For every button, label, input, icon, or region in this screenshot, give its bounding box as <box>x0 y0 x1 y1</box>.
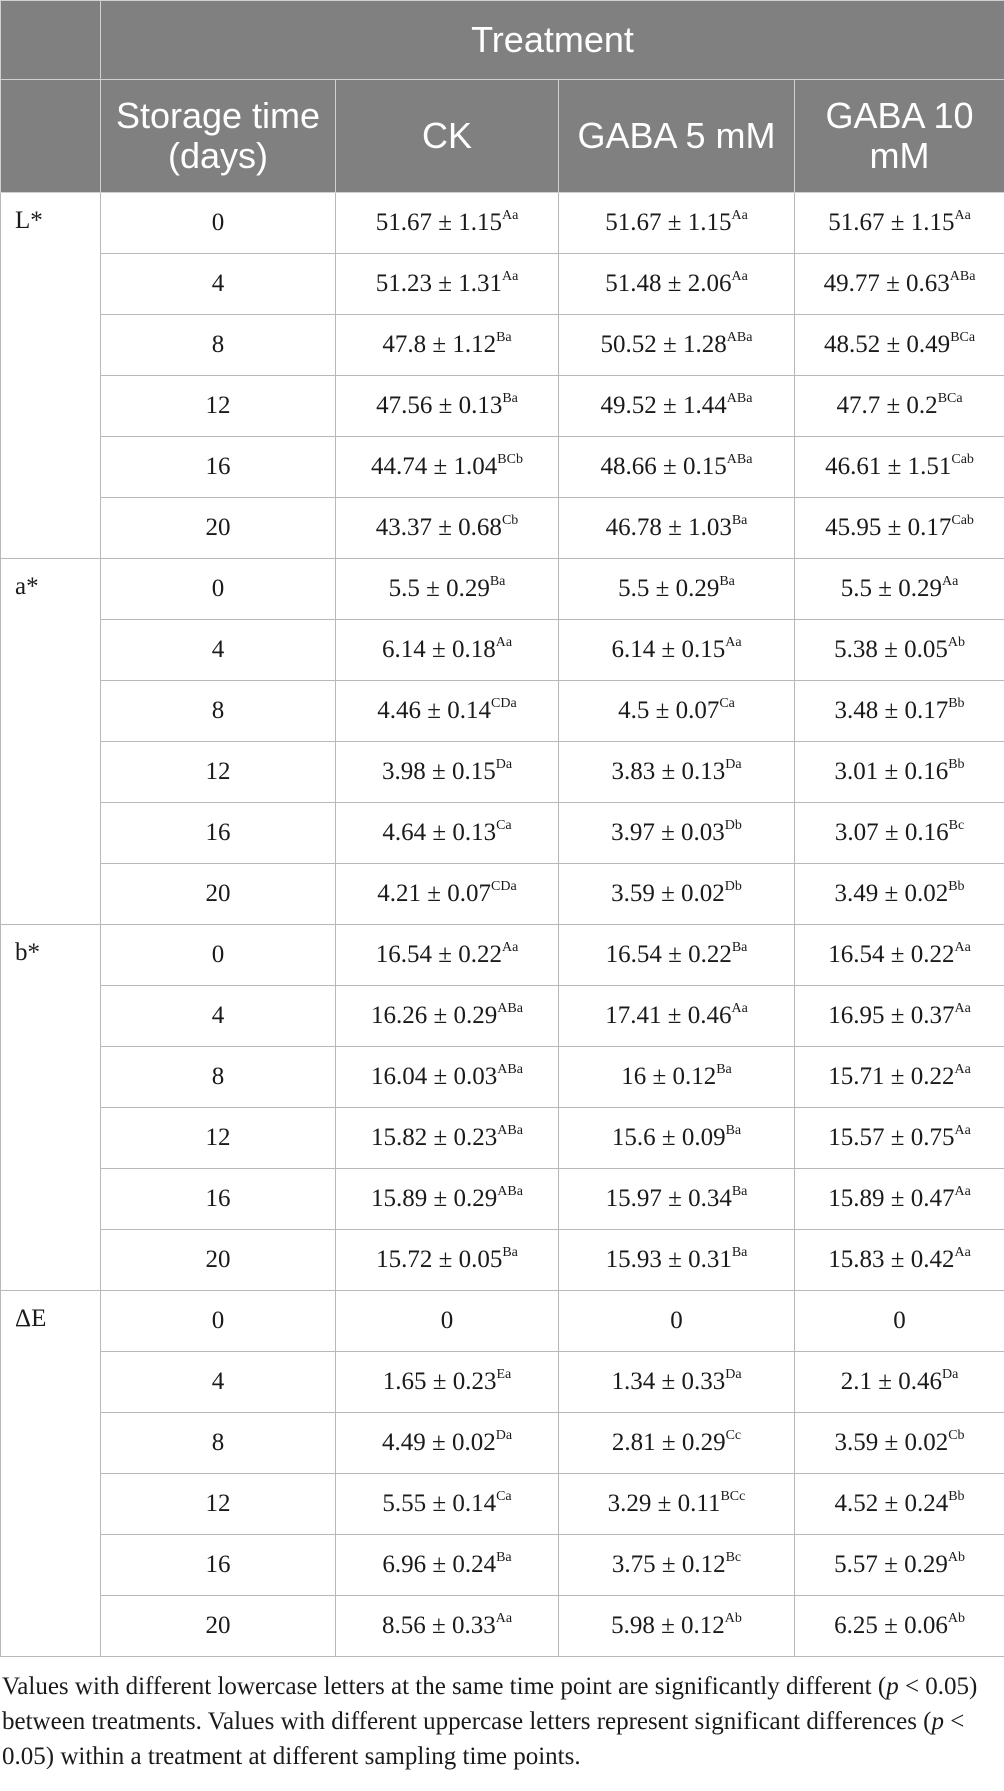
parameter-label: a* <box>1 559 101 925</box>
value-cell <box>795 1291 1004 1352</box>
significance-letters: Ba <box>731 939 748 955</box>
value-text: 2.81 ± 0.29 <box>611 1429 726 1456</box>
value-cell <box>559 1230 795 1291</box>
value-cell <box>336 803 559 864</box>
storage-day-cell: 0 <box>101 193 336 254</box>
value-cell <box>559 376 795 437</box>
value-cell <box>559 1596 795 1657</box>
value-text: 6.14 ± 0.18 <box>381 636 496 663</box>
significance-letters: ABa <box>497 1061 523 1077</box>
value-cell <box>336 498 559 559</box>
parameter-group <box>1 925 1004 1291</box>
significance-letters: Ab <box>947 634 965 650</box>
significance-letters: ABa <box>949 268 976 284</box>
footnote-part2: < 0.05) between treatments. Values with different uppercase letters represent significant differences ( <box>2 1673 978 1735</box>
value-cell <box>559 864 795 925</box>
value-text: 2.1 ± 0.46 <box>840 1368 942 1395</box>
value-text: 15.82 ± 0.23 <box>371 1124 498 1151</box>
table-row <box>1 803 1004 864</box>
significance-letters: ABa <box>497 1122 523 1138</box>
value-cell <box>795 1230 1004 1291</box>
storage-time-header: Storage time (days) <box>101 80 336 193</box>
significance-letters: Ba <box>496 1549 512 1565</box>
value-cell <box>336 1108 559 1169</box>
significance-letters: Aa <box>501 939 519 955</box>
value-text: 4.49 ± 0.02 <box>381 1429 496 1456</box>
table-row <box>1 620 1004 681</box>
significance-letters: Aa <box>501 207 519 223</box>
value-cell <box>336 742 559 803</box>
table-row <box>1 1352 1004 1413</box>
parameter-label: ΔE <box>1 1291 101 1657</box>
significance-letters: Cab <box>951 451 974 467</box>
parameter-group <box>1 559 1004 925</box>
value-text: 45.95 ± 0.17 <box>825 514 952 541</box>
significance-letters: Ca <box>496 1488 512 1504</box>
value-text: 5.5 ± 0.29 <box>840 575 942 602</box>
value-cell <box>559 1535 795 1596</box>
value-text: 6.96 ± 0.24 <box>382 1551 497 1578</box>
table-row <box>1 376 1004 437</box>
header-blank-cell <box>1 1 101 80</box>
table-row <box>1 681 1004 742</box>
storage-day-cell: 16 <box>101 1535 336 1596</box>
header-blank-cell-2 <box>1 80 101 193</box>
header-row-columns <box>1 80 1004 193</box>
value-cell <box>336 1047 559 1108</box>
value-text: 4.64 ± 0.13 <box>382 819 497 846</box>
value-cell <box>795 1413 1004 1474</box>
significance-letters: Aa <box>731 1000 748 1016</box>
significance-letters: Cab <box>951 512 974 528</box>
value-cell <box>336 1291 559 1352</box>
value-text: 15.71 ± 0.22 <box>828 1063 955 1090</box>
value-text: 44.74 ± 1.04 <box>371 453 498 480</box>
footnote <box>0 1657 1004 1774</box>
value-cell <box>795 864 1004 925</box>
value-cell <box>336 620 559 681</box>
value-text: 3.59 ± 0.02 <box>611 880 725 907</box>
significance-letters: Bc <box>725 1549 742 1565</box>
table-row <box>1 1535 1004 1596</box>
table-row <box>1 437 1004 498</box>
parameter-label: b* <box>1 925 101 1291</box>
value-text: 15.72 ± 0.05 <box>376 1246 503 1273</box>
value-text: 16 ± 0.12 <box>621 1063 717 1090</box>
significance-letters: ABa <box>726 390 753 406</box>
table-row <box>1 559 1004 620</box>
value-cell <box>336 315 559 376</box>
storage-day-cell: 4 <box>101 986 336 1047</box>
storage-day-cell: 8 <box>101 681 336 742</box>
storage-day-cell: 12 <box>101 1474 336 1535</box>
significance-letters: Ba <box>725 1122 742 1138</box>
value-cell <box>336 1535 559 1596</box>
storage-day-cell: 16 <box>101 1169 336 1230</box>
value-cell <box>559 1108 795 1169</box>
significance-letters: Bb <box>948 1488 965 1504</box>
significance-letters: Aa <box>495 634 513 650</box>
table-row <box>1 742 1004 803</box>
table-row <box>1 254 1004 315</box>
value-cell <box>559 681 795 742</box>
value-text: 1.34 ± 0.33 <box>611 1368 726 1395</box>
table-row <box>1 1291 1004 1352</box>
value-text: 5.55 ± 0.14 <box>382 1490 497 1517</box>
significance-letters: BCa <box>937 390 963 406</box>
value-text: 51.67 ± 1.15 <box>375 209 502 236</box>
value-text: 0 <box>670 1307 683 1334</box>
value-text: 51.48 ± 2.06 <box>605 270 732 297</box>
value-text: 4.46 ± 0.14 <box>377 697 492 724</box>
significance-letters: Ba <box>719 573 735 589</box>
significance-letters: Cc <box>725 1427 742 1443</box>
value-text: 15.93 ± 0.31 <box>605 1246 732 1273</box>
significance-letters: Da <box>725 756 742 772</box>
value-text: 15.97 ± 0.34 <box>605 1185 732 1212</box>
value-text: 4.5 ± 0.07 <box>618 697 720 724</box>
value-cell <box>336 437 559 498</box>
value-text: 3.48 ± 0.17 <box>834 697 949 724</box>
value-text: 15.57 ± 0.75 <box>828 1124 955 1151</box>
value-text: 5.38 ± 0.05 <box>834 636 948 663</box>
footnote-p-2: p <box>931 1708 944 1735</box>
storage-day-cell: 12 <box>101 1108 336 1169</box>
significance-letters: Aa <box>954 939 971 955</box>
value-text: 47.7 ± 0.2 <box>836 392 938 419</box>
value-cell <box>336 1169 559 1230</box>
significance-letters: Aa <box>954 207 971 223</box>
value-text: 16.26 ± 0.29 <box>371 1002 498 1029</box>
value-text: 17.41 ± 0.46 <box>605 1002 732 1029</box>
table-row <box>1 498 1004 559</box>
value-text: 47.8 ± 1.12 <box>382 331 497 358</box>
value-text: 5.98 ± 0.12 <box>611 1612 725 1639</box>
value-cell <box>559 1047 795 1108</box>
value-cell <box>795 1047 1004 1108</box>
value-cell <box>795 803 1004 864</box>
value-cell <box>559 437 795 498</box>
significance-letters: CDa <box>491 695 517 711</box>
value-text: 16.04 ± 0.03 <box>371 1063 498 1090</box>
value-text: 3.98 ± 0.15 <box>381 758 496 785</box>
table-row <box>1 1596 1004 1657</box>
significance-letters: Bb <box>948 878 965 894</box>
value-text: 15.89 ± 0.29 <box>371 1185 498 1212</box>
value-text: 46.61 ± 1.51 <box>825 453 952 480</box>
value-text: 50.52 ± 1.28 <box>600 331 727 358</box>
value-text: 5.5 ± 0.29 <box>618 575 720 602</box>
value-cell <box>795 498 1004 559</box>
storage-day-cell: 20 <box>101 1596 336 1657</box>
table-row <box>1 193 1004 254</box>
value-cell <box>795 1535 1004 1596</box>
table-row <box>1 315 1004 376</box>
value-cell <box>336 376 559 437</box>
significance-letters: Db <box>724 817 742 833</box>
value-text: 3.49 ± 0.02 <box>834 880 949 907</box>
table-row <box>1 864 1004 925</box>
value-cell <box>559 803 795 864</box>
value-cell <box>795 1474 1004 1535</box>
value-text: 16.54 ± 0.22 <box>828 941 955 968</box>
value-cell <box>559 254 795 315</box>
value-cell <box>795 681 1004 742</box>
value-cell <box>559 1474 795 1535</box>
value-cell <box>559 315 795 376</box>
treatment-header: Treatment <box>101 1 1004 80</box>
value-text: 16.54 ± 0.22 <box>605 941 732 968</box>
value-cell <box>795 742 1004 803</box>
significance-letters: Ba <box>731 1183 748 1199</box>
footnote-part1: Values with different lowercase letters at the same time point are significantly different ( <box>2 1673 887 1700</box>
value-text: 8.56 ± 0.33 <box>381 1612 496 1639</box>
value-cell <box>795 1169 1004 1230</box>
value-cell <box>795 1352 1004 1413</box>
value-cell <box>559 925 795 986</box>
value-text: 3.59 ± 0.02 <box>834 1429 949 1456</box>
value-text: 3.29 ± 0.11 <box>607 1490 721 1517</box>
storage-day-cell: 20 <box>101 498 336 559</box>
significance-letters: Da <box>495 1427 513 1443</box>
value-cell <box>795 315 1004 376</box>
value-cell <box>559 498 795 559</box>
value-text: 47.56 ± 0.13 <box>376 392 503 419</box>
significance-letters: Da <box>495 756 513 772</box>
parameter-label: L* <box>1 193 101 559</box>
value-text: 3.83 ± 0.13 <box>611 758 726 785</box>
significance-letters: CDa <box>491 878 517 894</box>
value-cell <box>336 681 559 742</box>
value-cell <box>336 986 559 1047</box>
value-cell <box>795 986 1004 1047</box>
significance-letters: Ea <box>496 1366 512 1382</box>
value-text: 51.67 ± 1.15 <box>605 209 732 236</box>
footnote-p-1: p <box>886 1673 899 1700</box>
table-row <box>1 925 1004 986</box>
value-text: 15.89 ± 0.47 <box>828 1185 955 1212</box>
value-cell <box>795 925 1004 986</box>
value-text: 15.6 ± 0.09 <box>611 1124 726 1151</box>
storage-day-cell: 4 <box>101 1352 336 1413</box>
value-text: 46.78 ± 1.03 <box>605 514 732 541</box>
value-text: 51.23 ± 1.31 <box>375 270 502 297</box>
value-text: 3.07 ± 0.16 <box>834 819 949 846</box>
significance-letters: Bb <box>948 695 965 711</box>
significance-letters: Aa <box>954 1000 971 1016</box>
value-cell <box>336 864 559 925</box>
significance-letters: ABa <box>726 329 753 345</box>
significance-letters: Ba <box>502 390 518 406</box>
value-text: 51.67 ± 1.15 <box>828 209 955 236</box>
significance-letters: BCb <box>497 451 523 467</box>
table-row <box>1 1474 1004 1535</box>
value-text: 16.95 ± 0.37 <box>828 1002 955 1029</box>
value-cell <box>795 193 1004 254</box>
column-header-gaba-5mm: GABA 5 mM <box>559 80 795 193</box>
significance-letters: Ab <box>947 1549 965 1565</box>
value-cell <box>795 376 1004 437</box>
storage-day-cell: 0 <box>101 925 336 986</box>
significance-letters: ABa <box>497 1183 523 1199</box>
value-cell <box>795 437 1004 498</box>
value-cell <box>559 742 795 803</box>
column-header-gaba-10mm: GABA 10 mM <box>795 80 1004 193</box>
storage-day-cell: 20 <box>101 864 336 925</box>
column-header-ck: CK <box>336 80 559 193</box>
value-cell <box>795 1596 1004 1657</box>
significance-letters: Ba <box>731 1244 748 1260</box>
value-text: 0 <box>440 1307 454 1334</box>
significance-letters: BCa <box>950 329 976 345</box>
value-text: 0 <box>893 1307 906 1334</box>
storage-day-cell: 4 <box>101 620 336 681</box>
significance-letters: Aa <box>495 1610 513 1626</box>
table-row <box>1 1413 1004 1474</box>
significance-letters: Da <box>725 1366 742 1382</box>
storage-day-cell: 0 <box>101 559 336 620</box>
significance-letters: Aa <box>725 634 742 650</box>
value-text: 4.21 ± 0.07 <box>377 880 492 907</box>
value-text: 1.65 ± 0.23 <box>382 1368 497 1395</box>
value-cell <box>559 620 795 681</box>
storage-day-cell: 12 <box>101 742 336 803</box>
value-cell <box>559 1413 795 1474</box>
table-row <box>1 1230 1004 1291</box>
storage-day-cell: 0 <box>101 1291 336 1352</box>
significance-letters: Aa <box>941 573 959 589</box>
significance-letters: Ca <box>496 817 512 833</box>
significance-letters: Cb <box>948 1427 965 1443</box>
significance-letters: Ba <box>496 329 512 345</box>
table-row <box>1 1108 1004 1169</box>
value-text: 49.77 ± 0.63 <box>823 270 950 297</box>
value-text: 15.83 ± 0.42 <box>828 1246 955 1273</box>
significance-letters: Aa <box>954 1183 971 1199</box>
table-row <box>1 1169 1004 1230</box>
storage-day-cell: 20 <box>101 1230 336 1291</box>
header-row-treatment <box>1 1 1004 80</box>
value-text: 6.14 ± 0.15 <box>611 636 726 663</box>
value-cell <box>559 193 795 254</box>
value-cell <box>336 1230 559 1291</box>
value-cell <box>336 1474 559 1535</box>
significance-letters: Aa <box>954 1122 971 1138</box>
significance-letters: Bb <box>948 756 965 772</box>
significance-letters: Aa <box>731 207 748 223</box>
table-row <box>1 986 1004 1047</box>
value-cell <box>336 1352 559 1413</box>
value-cell <box>795 620 1004 681</box>
table-row <box>1 1047 1004 1108</box>
storage-day-cell: 8 <box>101 1047 336 1108</box>
value-text: 4.52 ± 0.24 <box>834 1490 949 1517</box>
value-cell <box>795 254 1004 315</box>
value-cell <box>559 986 795 1047</box>
value-text: 5.57 ± 0.29 <box>834 1551 948 1578</box>
value-cell <box>559 559 795 620</box>
significance-letters: Bc <box>948 817 965 833</box>
value-text: 3.75 ± 0.12 <box>611 1551 726 1578</box>
value-cell <box>336 559 559 620</box>
significance-letters: Cb <box>501 512 519 528</box>
storage-day-cell: 12 <box>101 376 336 437</box>
significance-letters: Ba <box>502 1244 518 1260</box>
significance-letters: BCc <box>720 1488 746 1504</box>
value-text: 5.5 ± 0.29 <box>388 575 490 602</box>
storage-day-cell: 4 <box>101 254 336 315</box>
value-cell <box>336 254 559 315</box>
significance-letters: Da <box>941 1366 959 1382</box>
significance-letters: Aa <box>501 268 519 284</box>
significance-letters: Ba <box>489 573 506 589</box>
value-cell <box>795 559 1004 620</box>
storage-day-cell: 16 <box>101 437 336 498</box>
storage-day-cell: 8 <box>101 1413 336 1474</box>
storage-day-cell: 16 <box>101 803 336 864</box>
value-text: 48.66 ± 0.15 <box>600 453 727 480</box>
value-text: 43.37 ± 0.68 <box>375 514 502 541</box>
footnote-part3: < 0.05) within a treatment at different sampling time points. <box>2 1708 965 1770</box>
parameter-group <box>1 193 1004 559</box>
significance-letters: Db <box>724 878 742 894</box>
value-cell <box>336 1596 559 1657</box>
parameter-group <box>1 1291 1004 1657</box>
significance-letters: Ba <box>716 1061 732 1077</box>
value-cell <box>559 1291 795 1352</box>
value-text: 48.52 ± 0.49 <box>823 331 951 358</box>
storage-day-cell: 8 <box>101 315 336 376</box>
value-text: 6.25 ± 0.06 <box>834 1612 948 1639</box>
value-text: 16.54 ± 0.22 <box>375 941 502 968</box>
value-cell <box>336 193 559 254</box>
value-cell <box>559 1169 795 1230</box>
value-cell <box>336 925 559 986</box>
significance-letters: Aa <box>954 1061 971 1077</box>
value-text: 3.01 ± 0.16 <box>834 758 949 785</box>
significance-letters: Ca <box>719 695 735 711</box>
significance-letters: Ab <box>947 1610 965 1626</box>
value-cell <box>336 1413 559 1474</box>
value-text: 49.52 ± 1.44 <box>600 392 727 419</box>
significance-letters: ABa <box>726 451 753 467</box>
value-text: 3.97 ± 0.03 <box>611 819 725 846</box>
significance-letters: Aa <box>731 268 748 284</box>
value-cell <box>795 1108 1004 1169</box>
significance-letters: Ba <box>731 512 748 528</box>
significance-letters: Ab <box>724 1610 742 1626</box>
significance-letters: Aa <box>954 1244 971 1260</box>
significance-letters: ABa <box>497 1000 523 1016</box>
value-cell <box>559 1352 795 1413</box>
